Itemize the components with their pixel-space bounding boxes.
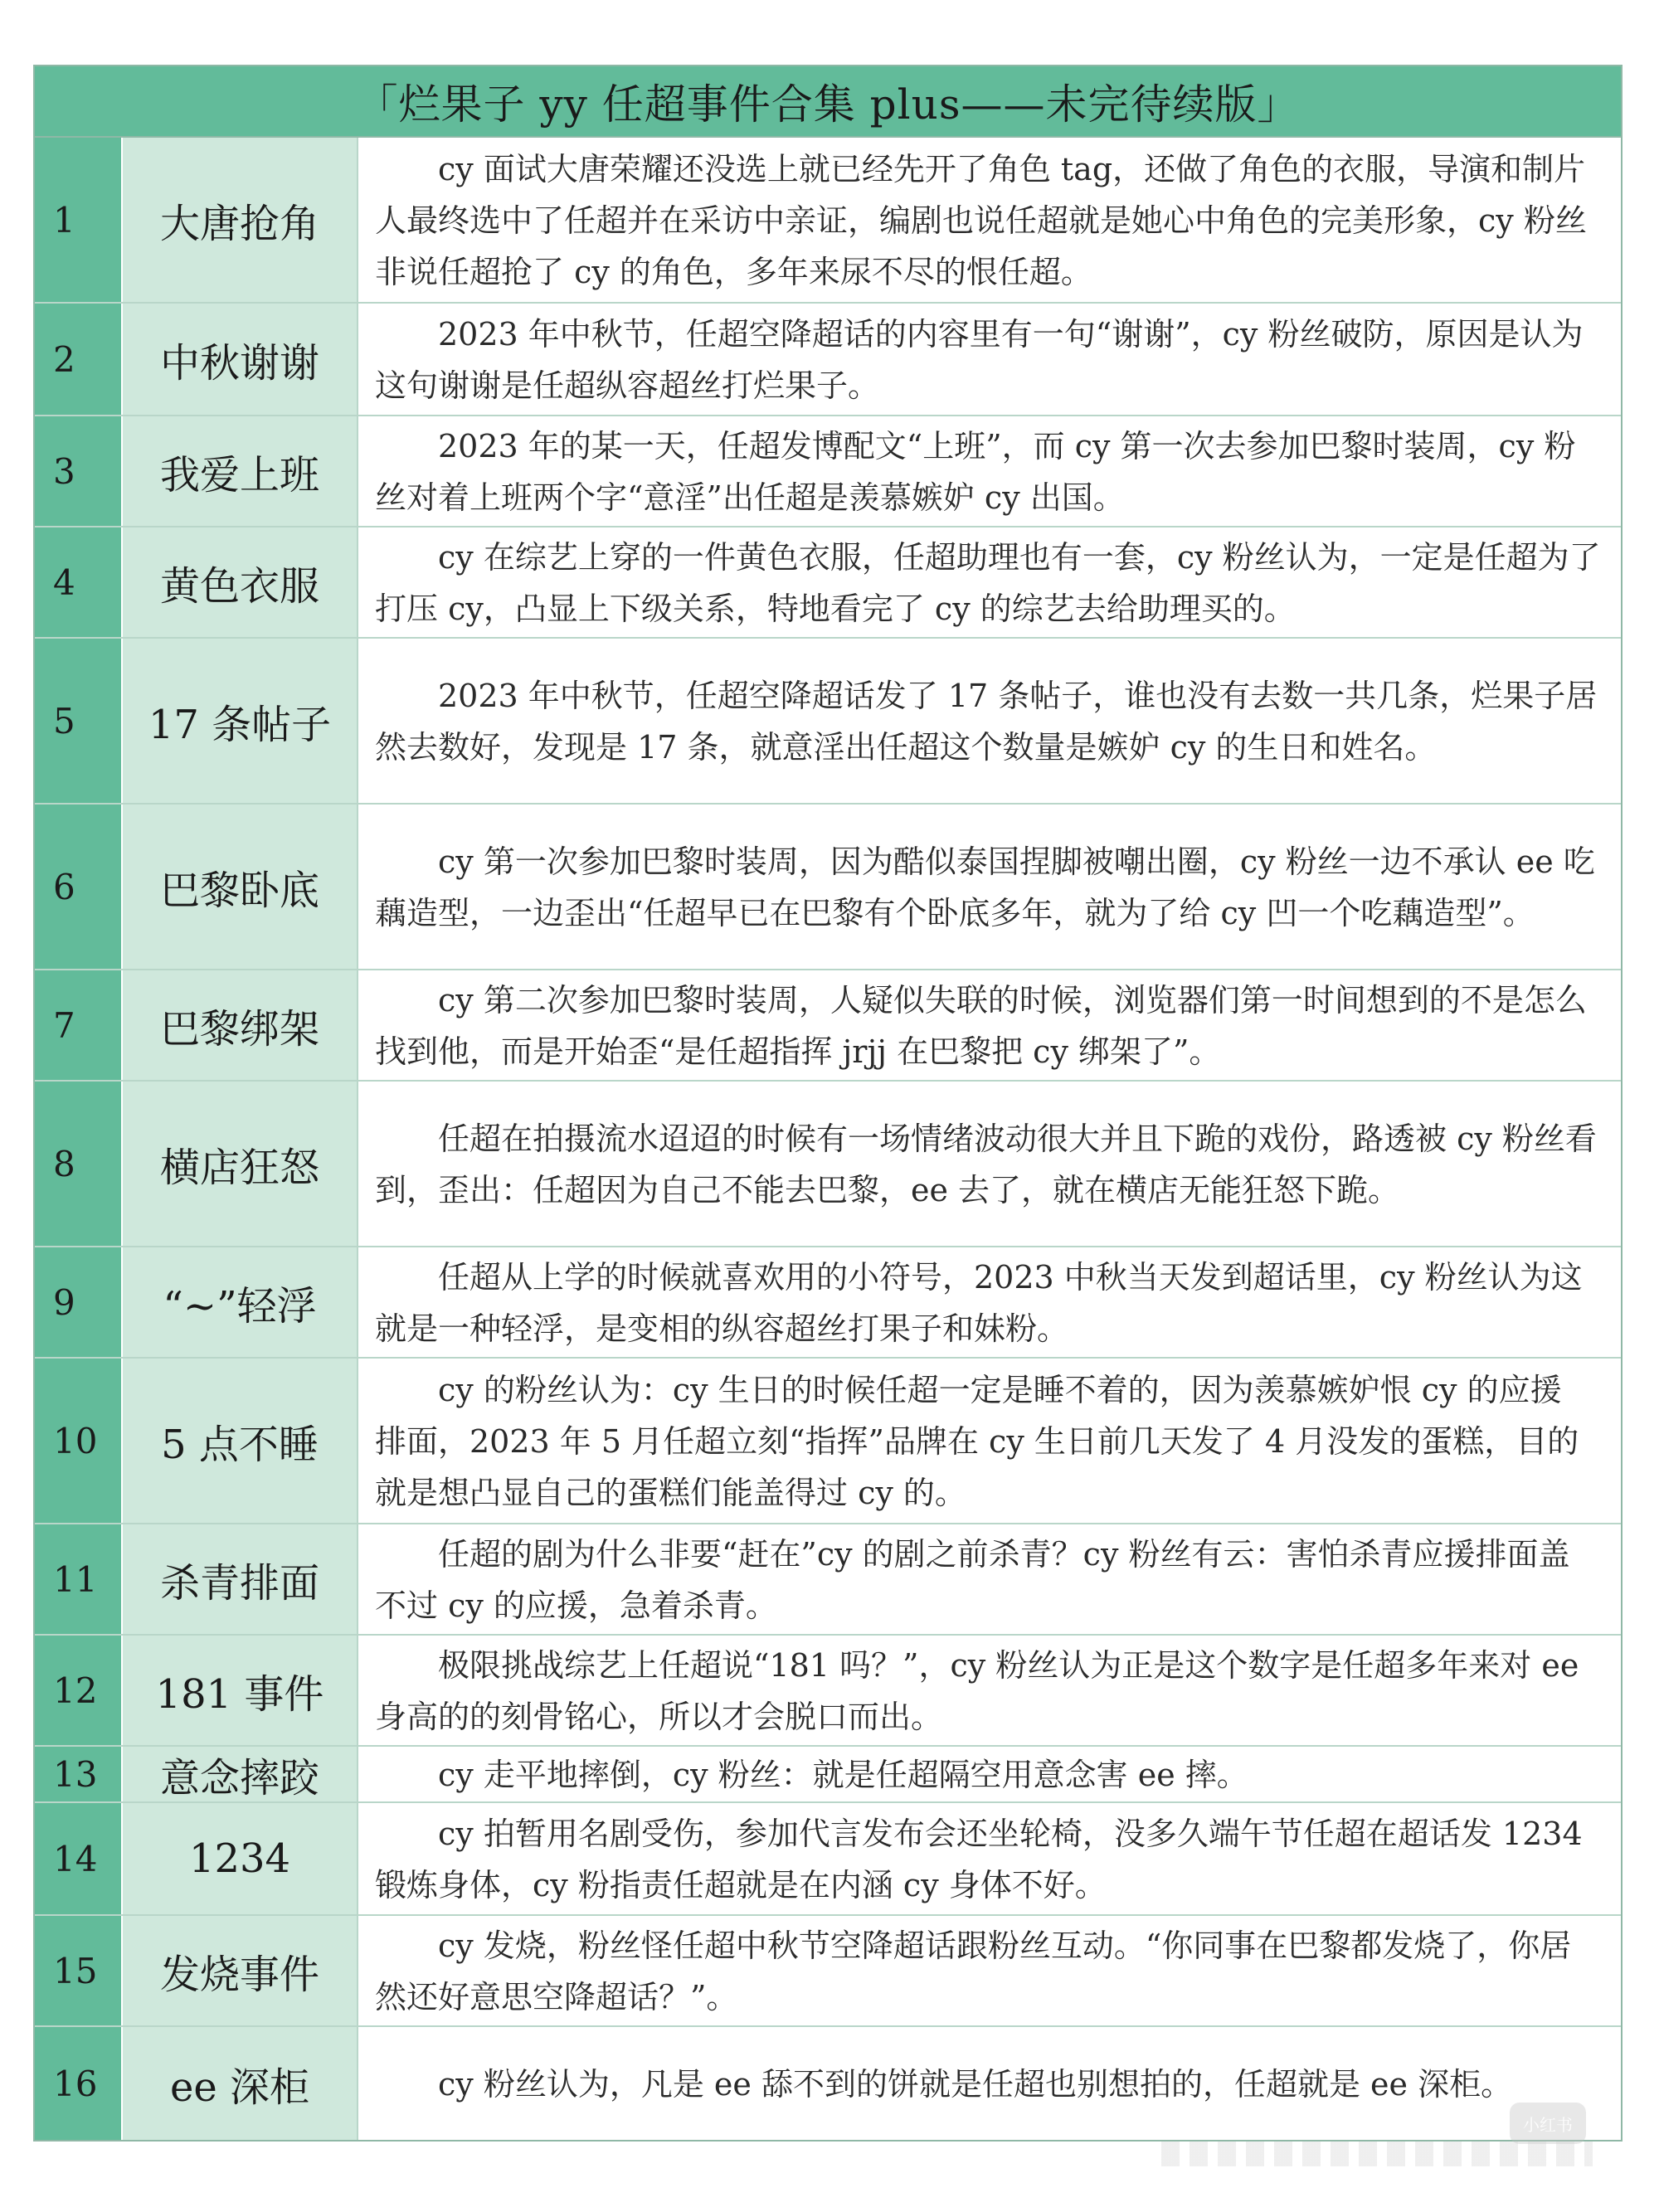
footer-watermark-strip	[1161, 2142, 1593, 2166]
row-title: 我爱上班	[121, 416, 358, 526]
row-number: 9	[35, 1247, 121, 1357]
table-row	[35, 970, 1621, 1082]
table-row	[35, 1747, 1621, 1803]
row-description: 2023 年中秋节，任超空降超话的内容里有一句“谢谢”，cy 粉丝破防，原因是认为这句谢谢是任超纵容超丝打烂果子。	[358, 304, 1621, 415]
table-row	[35, 1082, 1621, 1247]
table-row	[35, 1247, 1621, 1359]
row-description: 任超的剧为什么非要“赶在”cy 的剧之前杀青？cy 粉丝有云：害怕杀青应援排面盖不过 cy 的应援，急着杀青。	[358, 1524, 1621, 1634]
row-number: 10	[35, 1359, 121, 1523]
row-description: cy 粉丝认为，凡是 ee 舔不到的饼就是任超也别想拍的，任超就是 ee 深柜。	[358, 2027, 1621, 2140]
row-description: 极限挑战综艺上任超说“181 吗？”，cy 粉丝认为正是这个数字是任超多年来对 ee 身高的的刻骨铭心，所以才会脱口而出。	[358, 1636, 1621, 1745]
table-row	[35, 416, 1621, 527]
row-description: cy 发烧，粉丝怪任超中秋节空降超话跟粉丝互动。“你同事在巴黎都发烧了，你居然还好意思空降超话？”。	[358, 1916, 1621, 2025]
table-row	[35, 1524, 1621, 1636]
row-number: 3	[35, 416, 121, 526]
row-title: ee 深柜	[121, 2027, 358, 2140]
row-number: 16	[35, 2027, 121, 2140]
table-row	[35, 304, 1621, 416]
table-row	[35, 2027, 1621, 2140]
row-title: 17 条帖子	[121, 639, 358, 803]
row-title: 1234	[121, 1803, 358, 1914]
row-number: 2	[35, 304, 121, 415]
row-title: 中秋谢谢	[121, 304, 358, 415]
row-description: 任超在拍摄流水迢迢的时候有一场情绪波动很大并且下跪的戏份，路透被 cy 粉丝看到，歪出：任超因为自己不能去巴黎，ee 去了，就在横店无能狂怒下跪。	[358, 1082, 1621, 1246]
row-description: 2023 年中秋节，任超空降超话发了 17 条帖子，谁也没有去数一共几条，烂果子居然去数好，发现是 17 条，就意淫出任超这个数量是嫉妒 cy 的生日和姓名。	[358, 639, 1621, 803]
table-row	[35, 1636, 1621, 1747]
table-row	[35, 1916, 1621, 2027]
row-number: 6	[35, 805, 121, 969]
row-number: 12	[35, 1636, 121, 1745]
table-row	[35, 805, 1621, 970]
table-title: 「烂果子 yy 任超事件合集 plus——未完待续版」	[35, 66, 1621, 138]
row-title: 黄色衣服	[121, 527, 358, 637]
row-title: 横店狂怒	[121, 1082, 358, 1246]
row-description: 任超从上学的时候就喜欢用的小符号，2023 中秋当天发到超话里，cy 粉丝认为这就是一种轻浮，是变相的纵容超丝打果子和妹粉。	[358, 1247, 1621, 1357]
row-title: 181 事件	[121, 1636, 358, 1745]
row-number: 11	[35, 1524, 121, 1634]
table-row	[35, 1359, 1621, 1524]
row-description: cy 走平地摔倒，cy 粉丝：就是任超隔空用意念害 ee 摔。	[358, 1747, 1621, 1801]
row-description: cy 第二次参加巴黎时装周，人疑似失联的时候，浏览器们第一时间想到的不是怎么找到他，而是开始歪“是任超指挥 jrjj 在巴黎把 cy 绑架了”。	[358, 970, 1621, 1080]
row-title: 巴黎卧底	[121, 805, 358, 969]
row-description: cy 第一次参加巴黎时装周，因为酷似泰国捏脚被嘲出圈，cy 粉丝一边不承认 ee 吃藕造型，一边歪出“任超早已在巴黎有个卧底多年，就为了给 cy 凹一个吃藕造型”。	[358, 805, 1621, 969]
row-title: 意念摔跤	[121, 1747, 358, 1801]
row-title: 发烧事件	[121, 1916, 358, 2025]
row-description: cy 拍暂用名剧受伤，参加代言发布会还坐轮椅，没多久端午节任超在超话发 1234 锻炼身体，cy 粉指责任超就是在内涵 cy 身体不好。	[358, 1803, 1621, 1914]
table-row	[35, 1803, 1621, 1916]
row-title: 5 点不睡	[121, 1359, 358, 1523]
table-row	[35, 138, 1621, 304]
watermark-logo: 小红书	[1510, 2103, 1586, 2144]
table-row	[35, 527, 1621, 639]
row-number: 5	[35, 639, 121, 803]
row-number: 1	[35, 138, 121, 302]
events-table	[33, 65, 1623, 2142]
row-number: 13	[35, 1747, 121, 1801]
row-description: 2023 年的某一天，任超发博配文“上班”，而 cy 第一次去参加巴黎时装周，cy 粉丝对着上班两个字“意淫”出任超是羡慕嫉妒 cy 出国。	[358, 416, 1621, 526]
row-title: 杀青排面	[121, 1524, 358, 1634]
row-description: cy 在综艺上穿的一件黄色衣服，任超助理也有一套，cy 粉丝认为，一定是任超为了打压 cy，凸显上下级关系，特地看完了 cy 的综艺去给助理买的。	[358, 527, 1621, 637]
table-row	[35, 639, 1621, 805]
row-description: cy 的粉丝认为：cy 生日的时候任超一定是睡不着的，因为羡慕嫉妒恨 cy 的应援 排面，2023 年 5 月任超立刻“指挥”品牌在 cy 生日前几天发了 4 月没发的蛋糕，目的就是想凸显自己的蛋糕们能盖得过 cy 的。	[358, 1359, 1621, 1523]
row-number: 8	[35, 1082, 121, 1246]
row-number: 7	[35, 970, 121, 1080]
row-number: 4	[35, 527, 121, 637]
row-title: “~”轻浮	[121, 1247, 358, 1357]
row-description: cy 面试大唐荣耀还没选上就已经先开了角色 tag，还做了角色的衣服，导演和制片人最终选中了任超并在采访中亲证，编剧也说任超就是她心中角色的完美形象，cy 粉丝非说任超抢了 cy 的角色，多年来尿不尽的恨任超。	[358, 138, 1621, 302]
row-number: 14	[35, 1803, 121, 1914]
row-number: 15	[35, 1916, 121, 2025]
row-title: 大唐抢角	[121, 138, 358, 302]
row-title: 巴黎绑架	[121, 970, 358, 1080]
